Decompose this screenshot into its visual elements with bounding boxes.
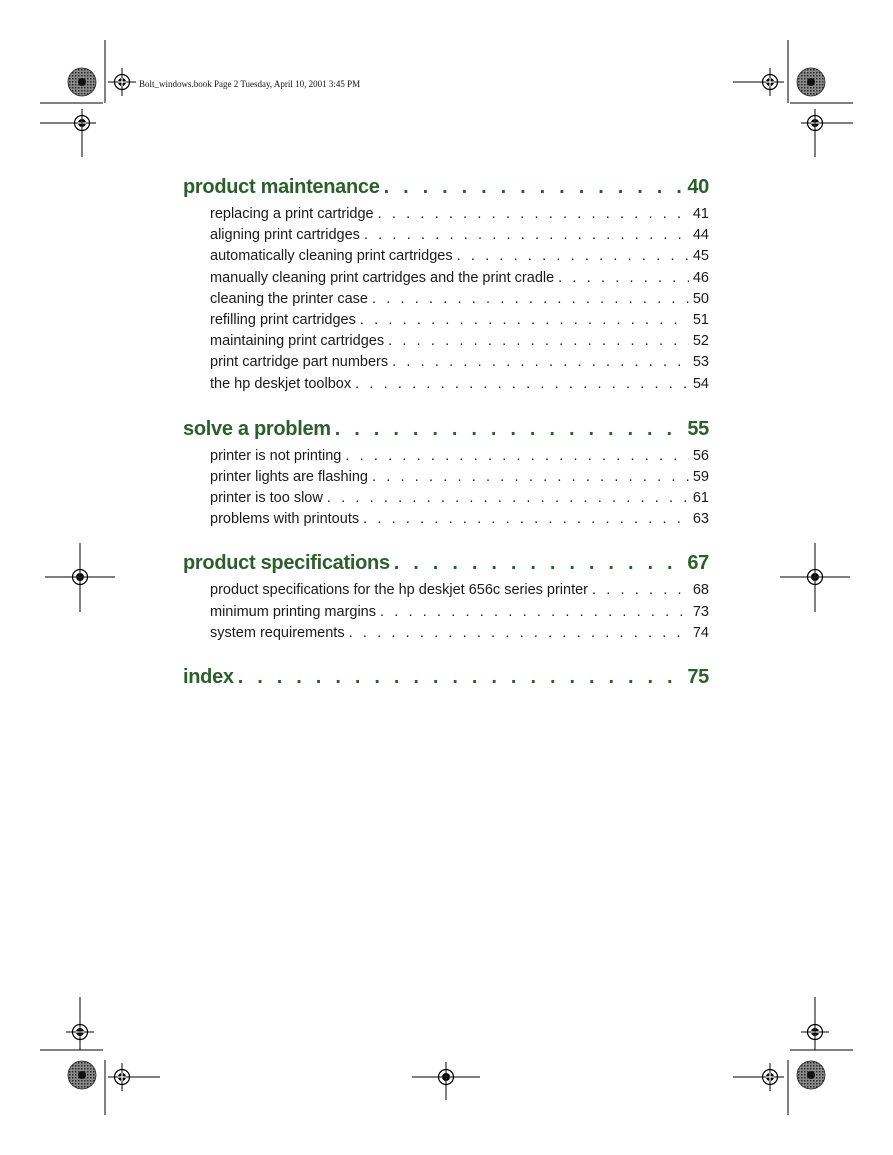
entry-title: product specifications for the hp deskjet 656c series printer [210,582,589,599]
entry-page-number: 46 [692,269,709,286]
toc-entry[interactable] [210,376,709,397]
toc-entry[interactable] [210,312,709,333]
entry-title: refilling print cartridges [210,311,356,328]
section-title: product maintenance [183,176,380,198]
toc-entry-list [183,206,709,397]
entry-page-number: 56 [692,447,709,464]
entry-page-number: 63 [692,511,709,528]
starburst-target-bottom-right [797,1061,825,1089]
entry-page-number: 51 [692,311,709,328]
toc-entry[interactable] [210,582,709,603]
entry-page-number: 68 [692,582,709,599]
file-slug-header: Bolt_windows.book Page 2 Tuesday, April 10, 2001 3:45 PM [139,79,361,89]
section-title: product specifications [183,552,390,575]
entry-title: print cartridge part numbers [210,354,389,371]
dot-leader [372,469,689,485]
toc-entry[interactable] [210,448,709,469]
dot-leader [394,552,684,575]
toc-entry-list [183,448,709,533]
toc-entry[interactable] [210,354,709,375]
toc-section [183,552,709,646]
dot-leader [457,248,689,264]
entry-page-number: 59 [692,468,709,485]
dot-leader [384,176,684,199]
entry-page-number: 45 [692,248,709,265]
entry-title: printer is not printing [210,447,342,464]
dot-leader [355,376,689,392]
toc-entry-list [183,582,709,646]
section-page-number: 67 [687,552,709,575]
entry-title: system requirements [210,624,345,641]
toc-section [183,666,709,694]
toc-section [183,418,709,533]
entry-page-number: 41 [692,206,709,222]
toc-entry[interactable] [210,227,709,248]
dot-leader [335,418,684,441]
entry-page-number: 44 [692,227,709,244]
dot-leader [238,666,684,689]
dot-leader [360,312,689,328]
registration-mark-bottom-right [756,1063,784,1091]
entry-page-number: 50 [692,290,709,307]
dot-leader [592,582,689,598]
entry-page-number: 73 [692,603,709,620]
toc-entry[interactable] [210,333,709,354]
dot-leader [327,490,689,506]
toc-entry[interactable] [210,206,709,227]
registration-mark-top-left [108,68,136,96]
section-page-number: 75 [687,666,709,688]
toc-entry[interactable] [210,490,709,511]
section-title: solve a problem [183,417,331,440]
entry-title: automatically cleaning print cartridges [210,248,453,265]
toc-section [183,176,709,397]
entry-page-number: 53 [692,354,709,371]
dot-leader [380,604,689,620]
toc-entry[interactable] [210,625,709,646]
toc-entry[interactable] [210,291,709,312]
starburst-target-top-left [68,68,96,96]
entry-title: cleaning the printer case [210,290,368,307]
dot-leader [345,448,688,464]
dot-leader [392,354,689,370]
registration-mark-bottom-left [108,1063,136,1091]
entry-title: maintaining print cartridges [210,333,385,350]
toc-entry[interactable] [210,511,709,532]
toc-section-heading[interactable] [183,666,709,694]
entry-title: printer is too slow [210,490,323,507]
section-title: index [183,666,234,688]
toc-entry[interactable] [210,604,709,625]
dot-leader [378,206,689,222]
dot-leader [363,511,689,527]
dot-leader [388,333,689,349]
toc-entry[interactable] [210,270,709,291]
dot-leader [372,291,689,307]
entry-page-number: 54 [692,375,709,392]
toc-section-heading[interactable] [183,552,709,580]
dot-leader [558,270,689,286]
starburst-target-bottom-left [68,1061,96,1089]
section-page-number: 55 [687,417,709,440]
toc-entry[interactable] [210,248,709,269]
entry-title: aligning print cartridges [210,227,360,244]
dot-leader [349,625,689,641]
toc-section-heading[interactable] [183,418,709,446]
entry-title: printer lights are flashing [210,468,368,485]
starburst-target-top-right [797,68,825,96]
toc-entry[interactable] [210,469,709,490]
entry-title: replacing a print cartridge [210,206,374,222]
entry-title: problems with printouts [210,511,360,528]
entry-page-number: 61 [692,490,709,507]
entry-title: the hp deskjet toolbox [210,375,352,392]
entry-page-number: 52 [692,333,709,350]
toc-section-heading[interactable] [183,176,709,204]
registration-mark-top-right [756,68,784,96]
entry-title: minimum printing margins [210,603,376,620]
entry-title: manually cleaning print cartridges and the print cradle [210,269,555,286]
table-of-contents [183,176,709,713]
section-page-number: 40 [687,176,709,198]
entry-page-number: 74 [692,624,709,641]
dot-leader [364,227,689,243]
